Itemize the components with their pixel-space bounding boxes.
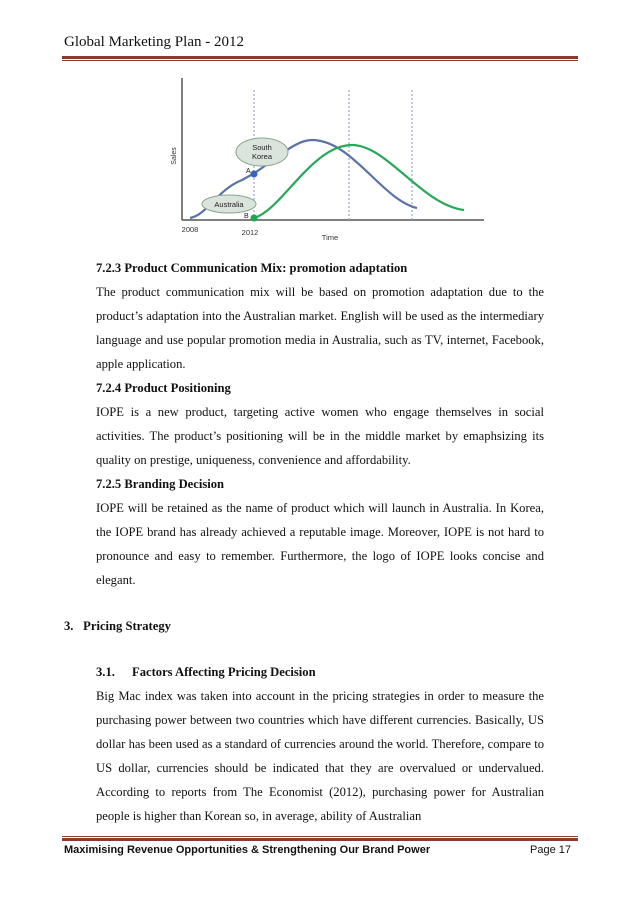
x-axis-label: Time [321, 233, 339, 242]
paragraph-7-2-4: IOPE is a new product, targeting active women who engage themselves in social activities. The product’s positioning will be in the middle market by emaphsizing its quality on prestige, uniqueness, convenience and affordability. [96, 405, 544, 467]
footer-rule-thin [62, 836, 578, 837]
page-number: Page 17 [530, 844, 571, 856]
south-korea-label: South [252, 143, 272, 152]
y-axis-label: Sales [171, 147, 178, 165]
footer-rule [62, 838, 578, 841]
paragraph-7-2-5: IOPE will be retained as the name of product which will launch in Australia. In Korea, the IOPE brand has already achieved a reputable image. Moreover, IOPE is not hard to pronounce and easy to remember. Furthermore, the logo of IOPE looks concise and elegant. [96, 501, 544, 587]
paragraph-7-2-3: The product communication mix will be based on promotion adaptation due to the product’s adaptation into the Australian market. English will be used as the intermediary language and use popular promotion media in Australia, such as TV, internet, Facebook, apple application. [96, 285, 544, 371]
header-rule [62, 56, 578, 59]
footer-title: Maximising Revenue Opportunities & Strengthening Our Brand Power [64, 844, 431, 856]
point-a-label: A [246, 168, 251, 175]
point-a-marker [251, 171, 258, 178]
product-life-cycle-figure [162, 70, 492, 248]
section-title: Pricing Strategy [83, 619, 171, 633]
subsection-number: 3.1. [96, 665, 115, 679]
heading-3-1 [96, 660, 544, 684]
section-number: 3. [64, 619, 74, 633]
product-sections [96, 256, 544, 592]
subsection-title: Factors Affecting Pricing Decision [132, 665, 316, 679]
heading-7-2-5: 7.2.5 Branding Decision [96, 477, 225, 491]
heading-7-2-4: 7.2.4 Product Positioning [96, 381, 231, 395]
heading-3 [64, 619, 171, 634]
pricing-sections [96, 660, 544, 828]
paragraph-3-1: Big Mac index was taken into account in the pricing strategies in order to measure the purchasing power between two countries which have different currencies. Basically, US dollar has been used as a standard of currencies around the world. Therefore, compare to US dollar, currencies should be indicated that they are overvalued or undervalued. According to reports from The Economist (2012), purchasing power for Australian people is higher than Korean so, in average, ability of Australian [96, 689, 544, 823]
south-korea-label: Korea [251, 152, 273, 161]
header-title: Global Marketing Plan - 2012 [64, 34, 244, 50]
heading-7-2-3: 7.2.3 Product Communication Mix: promotion adaptation [96, 261, 408, 275]
australia-label: Australia [214, 200, 244, 209]
year-label-2008: 2008 [181, 225, 199, 234]
year-label-2012: 2012 [241, 228, 259, 237]
header-rule-thin [62, 60, 578, 61]
point-b-label: B [244, 213, 249, 220]
point-b-marker [251, 215, 258, 222]
